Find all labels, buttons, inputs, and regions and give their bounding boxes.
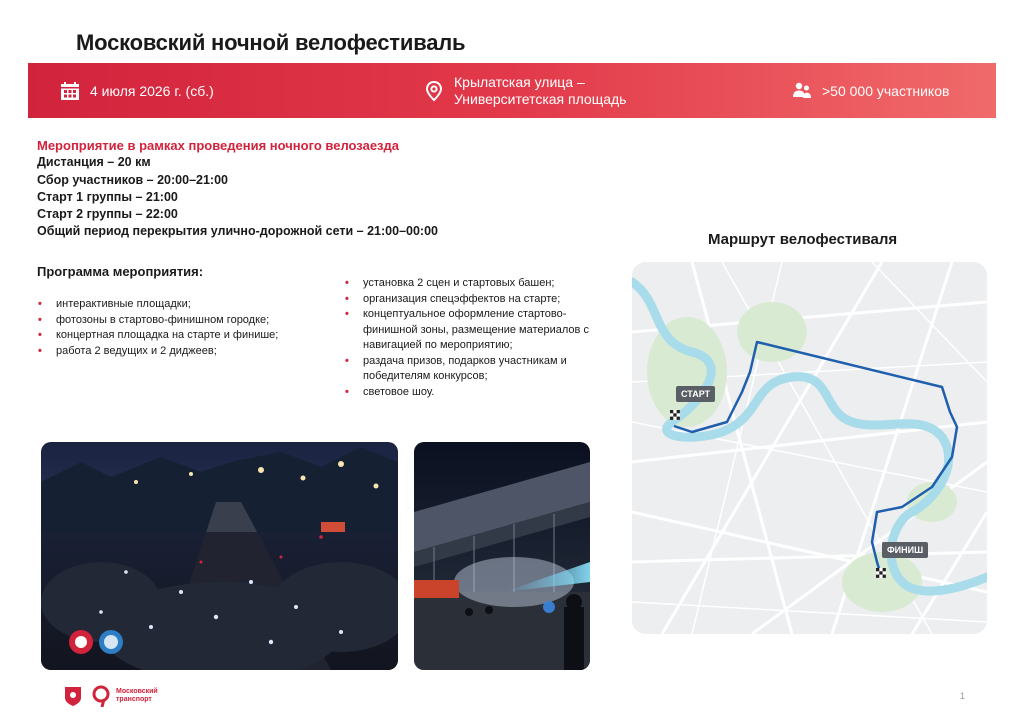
light-show-photo [414, 442, 590, 670]
people-icon [792, 81, 812, 101]
map-title: Маршрут велофестиваля [708, 231, 898, 248]
moscow-coat-of-arms-icon [62, 685, 84, 707]
info-heading: Мероприятие в рамках проведения ночного велозаезда [37, 138, 399, 153]
calendar-icon [60, 81, 80, 101]
page-number: 1 [960, 691, 966, 701]
bullet: • [345, 308, 349, 320]
page-title: Московский ночной велофестиваль [76, 30, 466, 55]
list-item: • организация спецэффектов на старте; [345, 292, 595, 308]
brand-name: Московский транспорт [116, 688, 158, 703]
list-item: • установка 2 сцен и стартовых башен; [345, 276, 595, 292]
participants-segment [792, 63, 949, 118]
route-map [632, 262, 987, 634]
moscow-transport-logo-icon [90, 685, 112, 707]
bullet: • [38, 344, 42, 357]
date-segment [60, 63, 214, 118]
info-closure: Общий период перекрытия улично-дорожной сети – 21:00–00:00 [37, 224, 438, 239]
cyclists-crowd-photo [41, 442, 398, 670]
event-date: 4 июля 2026 г. (сб.) [90, 82, 214, 99]
bullet: • [38, 313, 42, 326]
bullet: • [345, 277, 349, 289]
bullet: • [345, 385, 349, 398]
location-pin-icon [424, 79, 444, 103]
footer-logo [62, 685, 158, 707]
location-line-2: Университетская площадь [454, 90, 627, 107]
list-item: • раздача призов, подарков участникам и победителям конкурсов; [345, 354, 567, 382]
participants-count: >50 000 участников [822, 82, 950, 99]
bullet: • [38, 329, 42, 341]
list-item: • световое шоу. [345, 385, 595, 401]
location-segment [424, 63, 626, 118]
event-banner [28, 63, 996, 118]
bullet: • [345, 292, 349, 305]
info-start-2: Старт 2 группы – 22:00 [37, 207, 178, 222]
list-item: • концептуальное оформление стартово-финишной зоны, размещение материалов с навигацией по мероприятию; [345, 308, 589, 351]
event-location [454, 74, 626, 108]
start-label: СТАРТ [676, 386, 715, 402]
program-list-left [38, 297, 278, 359]
info-start-1: Старт 1 группы – 21:00 [37, 189, 178, 204]
info-gathering: Сбор участников – 20:00–21:00 [37, 172, 228, 187]
program-list-right [345, 276, 595, 400]
finish-label: ФИНИШ [882, 542, 928, 558]
list-item: • работа 2 ведущих и 2 диджеев; [38, 344, 278, 360]
list-item: • концертная площадка на старте и финише; [38, 328, 278, 344]
list-item: • фотозоны в стартово-финишном городке; [38, 313, 278, 329]
info-distance: Дистанция – 20 км [37, 155, 151, 170]
event-info [37, 137, 438, 241]
bullet: • [38, 298, 42, 310]
program-title: Программа мероприятия: [37, 264, 204, 279]
list-item: • интерактивные площадки; [38, 297, 278, 313]
location-line-1: Крылатская улица – [454, 73, 585, 90]
bullet: • [345, 354, 349, 367]
